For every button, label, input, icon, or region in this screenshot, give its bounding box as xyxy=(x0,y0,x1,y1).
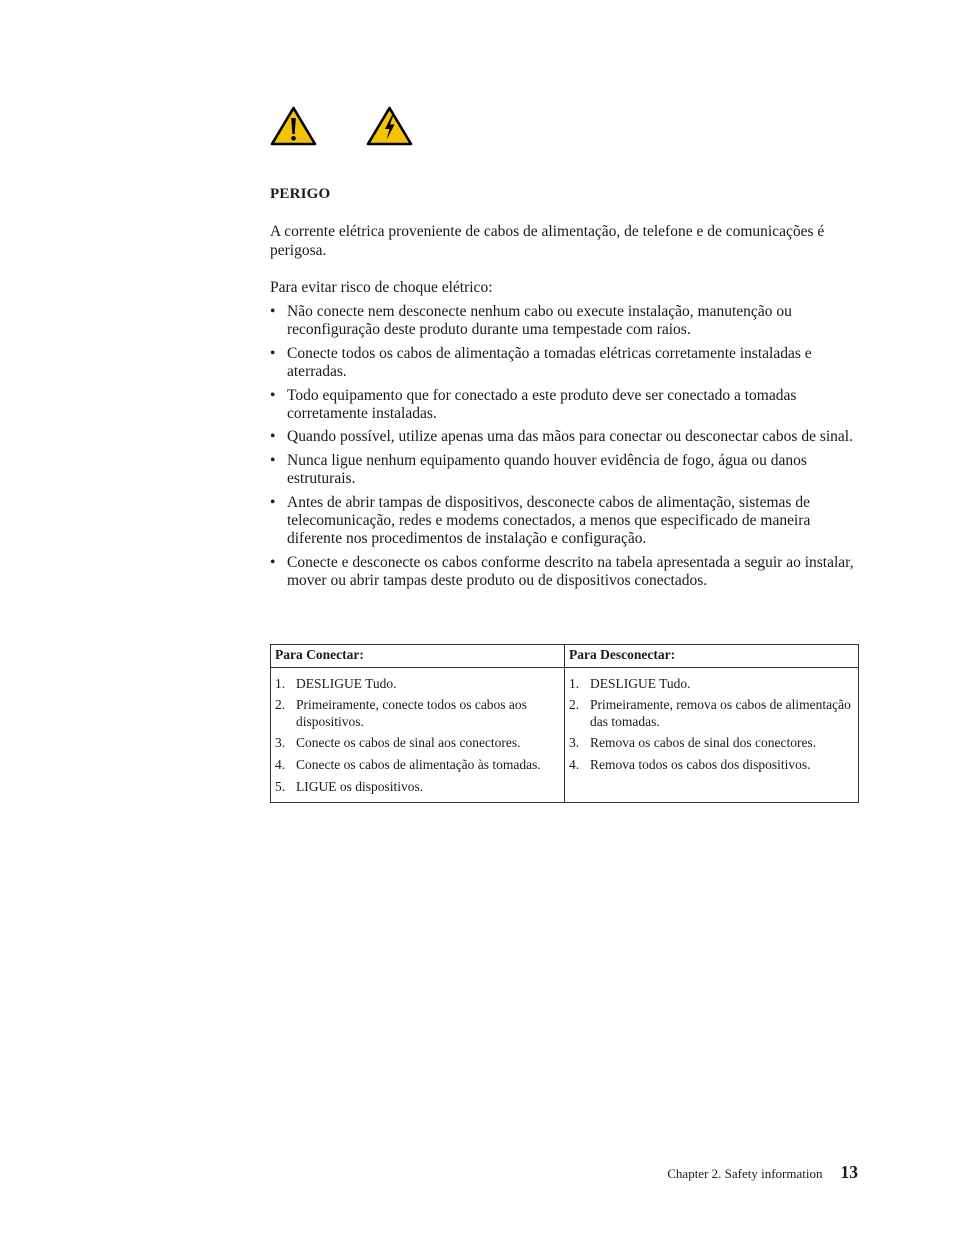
step-text: Primeiramente, remova os cabos de alimentação das tomadas. xyxy=(590,697,851,729)
list-item xyxy=(270,345,860,382)
step-text: DESLIGUE Tudo. xyxy=(590,675,691,691)
chapter-title: Chapter 2. Safety information xyxy=(667,1166,823,1181)
step-text: DESLIGUE Tudo. xyxy=(296,675,397,691)
step-number: 1. xyxy=(275,675,286,691)
table-row xyxy=(271,667,859,803)
bullet-text: Nunca ligue nenhum equipamento quando houver evidência de fogo, água ou danos estruturais. xyxy=(287,451,807,488)
cable-procedure-table xyxy=(270,644,859,803)
connect-column-header: Para Conectar: xyxy=(271,645,565,668)
electrical-hazard-icon xyxy=(366,106,413,146)
warning-triangle-icon xyxy=(270,106,317,146)
step-number: 2. xyxy=(275,697,286,713)
bullet-marker: • xyxy=(270,344,276,362)
step-number: 4. xyxy=(569,756,580,772)
connect-steps-list xyxy=(275,676,560,796)
step-text: LIGUE os dispositivos. xyxy=(296,778,424,794)
bullet-marker: • xyxy=(270,428,276,446)
list-item xyxy=(270,452,860,489)
step-text: Remova os cabos de sinal dos conectores. xyxy=(590,735,817,751)
list-item xyxy=(275,757,560,774)
list-item xyxy=(275,735,560,752)
bullet-text: Quando possível, utilize apenas uma das mãos para conectar ou desconectar cabos de sinal. xyxy=(287,428,853,446)
disconnect-steps-list xyxy=(569,676,854,774)
bullet-text: Não conecte nem desconecte nenhum cabo ou execute instalação, manutenção ou reconfiguração deste produto durante uma tempestade com raios. xyxy=(287,303,792,339)
list-item xyxy=(569,735,854,752)
list-item xyxy=(569,757,854,774)
bullet-marker: • xyxy=(270,493,276,511)
step-number: 3. xyxy=(275,735,286,751)
list-item xyxy=(270,387,860,424)
step-text: Conecte os cabos de alimentação às tomadas. xyxy=(296,756,541,772)
list-item xyxy=(569,697,854,730)
table-header-row xyxy=(271,645,859,668)
bullet-text: Conecte e desconecte os cabos conforme descrito na tabela apresentada a seguir ao instalar, mover ou abrir tampas deste produto ou de dispositivos conectados. xyxy=(287,553,854,589)
page-footer xyxy=(667,1162,858,1183)
list-item xyxy=(270,494,860,549)
bullet-text: Conecte todos os cabos de alimentação a tomadas elétricas corretamente instaladas e aterradas. xyxy=(287,344,812,381)
disconnect-steps-cell xyxy=(565,667,859,803)
lead-paragraph: Para evitar risco de choque elétrico: xyxy=(270,279,493,296)
list-item xyxy=(270,428,860,446)
step-text: Primeiramente, conecte todos os cabos aos dispositivos. xyxy=(296,697,527,729)
list-item xyxy=(270,303,860,340)
page-number: 13 xyxy=(840,1162,858,1182)
list-item xyxy=(275,779,560,796)
step-number: 1. xyxy=(569,675,580,691)
safety-bullet-list xyxy=(270,303,860,595)
connect-steps-cell xyxy=(271,667,565,803)
bullet-marker: • xyxy=(270,451,276,469)
intro-paragraph: A corrente elétrica proveniente de cabos de alimentação, de telefone e de comunicações é perigosa. xyxy=(270,223,825,259)
list-item xyxy=(275,697,560,730)
step-number: 3. xyxy=(569,735,580,751)
danger-heading: PERIGO xyxy=(270,186,331,202)
list-item xyxy=(270,554,860,591)
bullet-marker: • xyxy=(270,386,276,404)
step-number: 4. xyxy=(275,756,286,772)
list-item xyxy=(569,676,854,693)
step-number: 2. xyxy=(569,697,580,713)
step-number: 5. xyxy=(275,778,286,794)
bullet-marker: • xyxy=(270,303,276,320)
step-text: Conecte os cabos de sinal aos conectores. xyxy=(296,735,521,751)
bullet-text: Antes de abrir tampas de dispositivos, desconecte cabos de alimentação, sistemas de telecomunicação, redes e modems conectados, a menos que especificado de maneira diferente nos procedimentos de instalação e configuração. xyxy=(287,493,811,548)
step-text: Remova todos os cabos dos dispositivos. xyxy=(590,756,811,772)
bullet-marker: • xyxy=(270,553,276,571)
disconnect-column-header: Para Desconectar: xyxy=(565,645,859,668)
list-item xyxy=(275,676,560,693)
bullet-text: Todo equipamento que for conectado a este produto deve ser conectado a tomadas corretamente instaladas. xyxy=(287,386,797,422)
